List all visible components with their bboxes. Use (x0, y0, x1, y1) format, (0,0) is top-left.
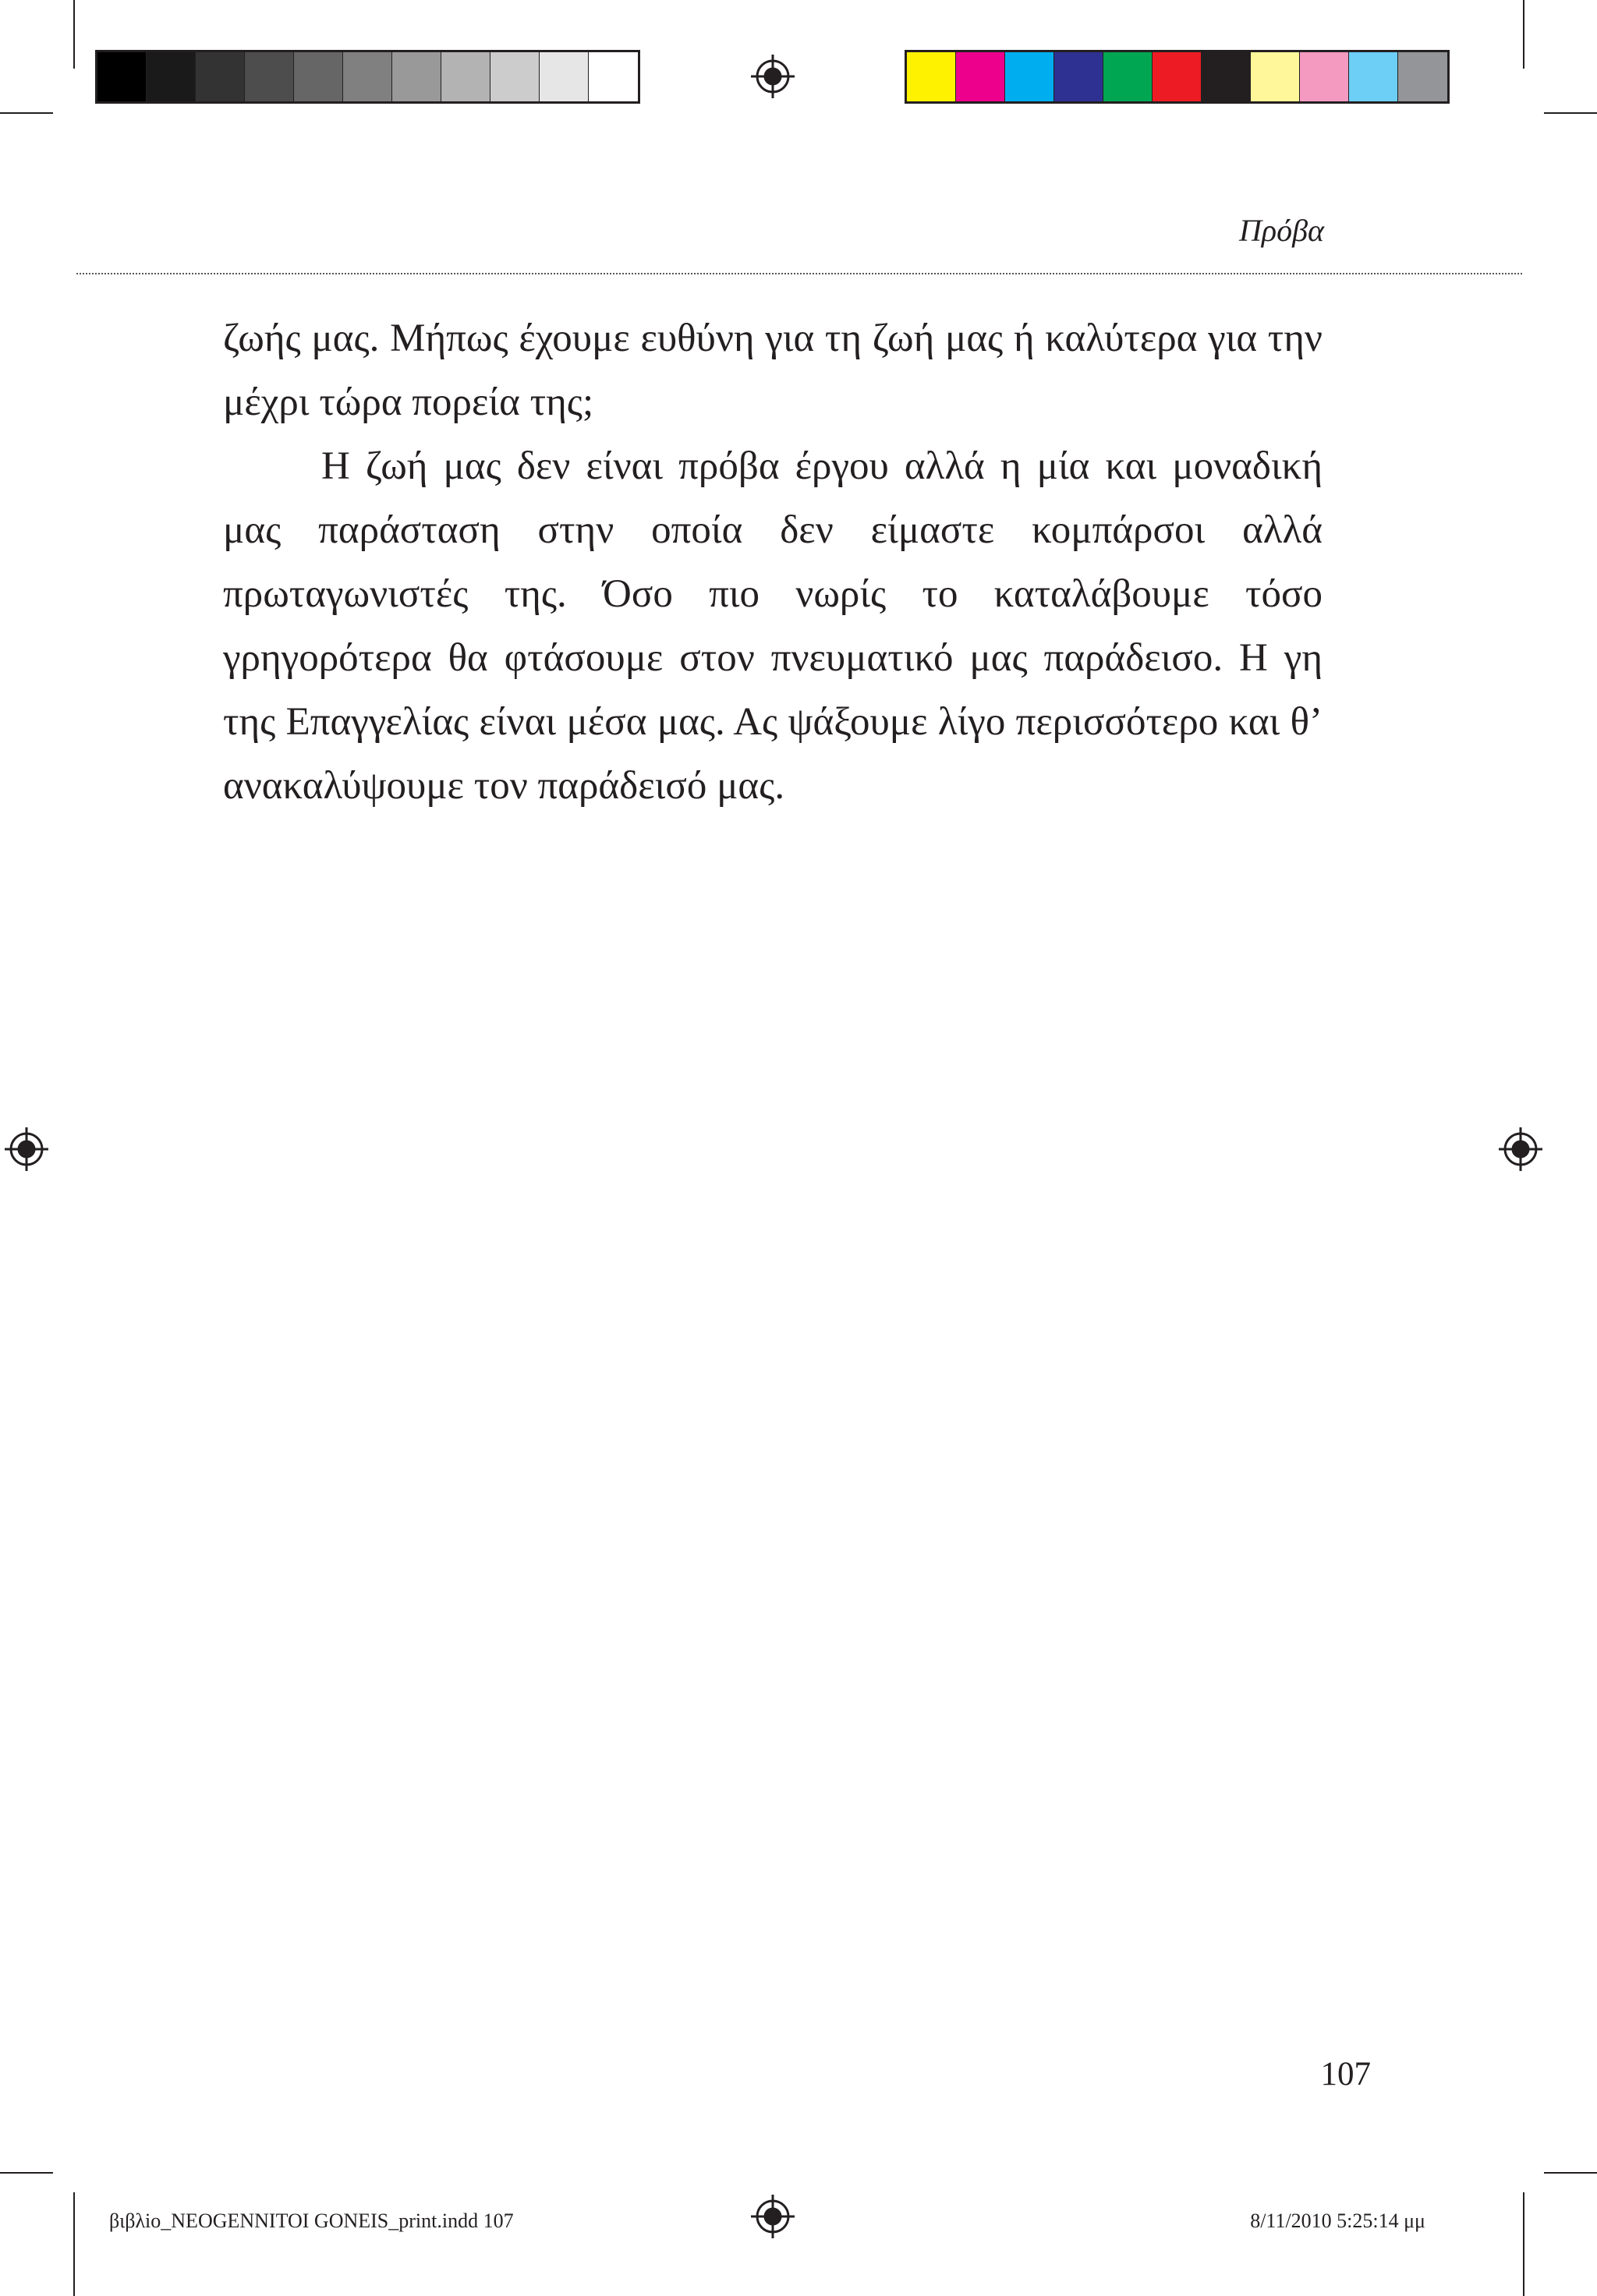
crop-mark (73, 0, 75, 69)
color-swatch (196, 52, 245, 101)
header-rule (76, 273, 1522, 274)
color-swatch (907, 52, 956, 101)
registration-mark-icon (1499, 1127, 1542, 1171)
paragraph-continuation: ζωής μας. Μήπως έχουμε ευθύνη για τη ζωή μας ή καλύτερα για την μέχρι τώρα πορεία της; (223, 317, 1323, 424)
running-head-title: Πρόβα (1238, 213, 1324, 248)
crop-mark (0, 2172, 53, 2174)
paragraph: Η ζωή μας δεν είναι πρόβα έργου αλλά η μία και μοναδική μας παράσταση στην οποία δεν είμαστε κομπάρσοι αλλά πρωταγωνιστές της. Όσο πιο νωρίς το καταλάβουμε τόσο γρηγορότερα θα φτάσουμε στον πνευματικό μας παράδεισο. Η γη της Επαγγελίας είναι μέσα μας. Ας ψάξουμε λίγο περισσότερο και θ’ ανακαλύψουμε τον παράδεισό μας. (223, 444, 1323, 808)
color-swatch (1202, 52, 1251, 101)
process-color-bar (905, 50, 1450, 104)
color-swatch (1300, 52, 1349, 101)
color-swatch (540, 52, 589, 101)
color-swatch (1005, 52, 1054, 101)
crop-mark (1523, 2192, 1524, 2296)
color-swatch (589, 52, 638, 101)
color-swatch (490, 52, 540, 101)
body-text (223, 306, 1323, 818)
color-swatch (1398, 52, 1447, 101)
crop-mark (0, 112, 53, 114)
page-number: 107 (1320, 2056, 1371, 2093)
crop-mark (1544, 112, 1597, 114)
crop-mark (1523, 0, 1524, 69)
color-swatch (956, 52, 1005, 101)
color-swatch (147, 52, 196, 101)
slug-file-name: βιβλio_NEOGENNITOI GONEIS_print.indd 107 (109, 2209, 514, 2232)
gray-color-bar (95, 50, 640, 104)
crop-mark (73, 2192, 75, 2296)
color-swatch (1349, 52, 1398, 101)
registration-mark-icon (5, 1127, 48, 1171)
crop-mark (1544, 2172, 1597, 2174)
registration-mark-icon (751, 2195, 795, 2238)
registration-mark-icon (751, 55, 795, 98)
color-swatch (1103, 52, 1153, 101)
color-swatch (343, 52, 392, 101)
color-swatch (1251, 52, 1300, 101)
color-swatch (392, 52, 441, 101)
color-swatch (441, 52, 490, 101)
slug-timestamp: 8/11/2010 5:25:14 μμ (1250, 2209, 1425, 2232)
color-swatch (97, 52, 147, 101)
color-swatch (245, 52, 294, 101)
color-swatch (1054, 52, 1103, 101)
color-swatch (1153, 52, 1202, 101)
color-swatch (294, 52, 343, 101)
